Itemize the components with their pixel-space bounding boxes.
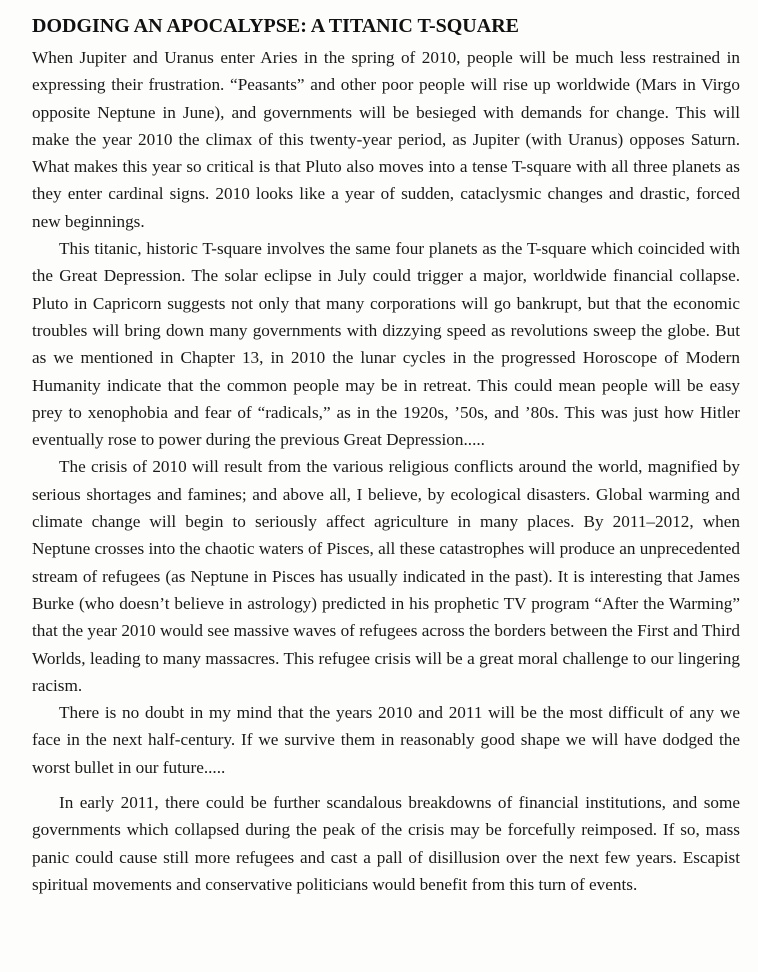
- paragraph-2: This titanic, historic T-square involves the same four planets as the T-square which coincided with the Great Depression. The solar eclipse in July could trigger a major, worldwide financial collapse. Pluto in Capricorn suggests not only that many corporations will go bankrupt, but that the economic troubles will bring down many governments with dizzying speed as revolutions sweep the globe. But as we mentioned in Chapter 13, in 2010 the lunar cycles in the progressed Horoscope of Modern Humanity indicate that the common people may be in retreat. This could mean people will be easy prey to xenophobia and fear of “radicals,” as in the 1920s, ’50s, and ’80s. This was just how Hitler eventually rose to power during the previous Great Depression.....: [32, 239, 740, 450]
- paragraph-4: There is no doubt in my mind that the years 2010 and 2011 will be the most difficult of any we face in the next half-century. If we survive them in reasonably good shape we will have dodged the worst bullet in our future.....: [32, 703, 740, 777]
- paragraph-3: The crisis of 2010 will result from the various religious conflicts around the world, magnified by serious shortages and famines; and above all, I believe, by ecological disasters. Global warming and climate change will begin to seriously affect agriculture in many places. By 2011–2012, when Neptune crosses into the chaotic waters of Pisces, all these catastrophes will produce an unprecedented stream of refugees (as Neptune in Pisces has usually indicated in the past). It is interesting that James Burke (who doesn’t believe in astrology) predicted in his prophetic TV program “After the Warming” that the year 2010 would see massive waves of refugees across the borders between the First and Third Worlds, leading to many massacres. This refugee crisis will be a great moral challenge to our lingering racism.: [32, 457, 740, 695]
- paragraph-1: When Jupiter and Uranus enter Aries in the spring of 2010, people will be much less restrained in expressing their frustration. “Peasants” and other poor people will rise up worldwide (Mars in Virgo opposite Neptune in June), and governments will be besieged with demands for change. This will make the year 2010 the climax of this twenty-year period, as Jupiter (with Uranus) opposes Saturn. What makes this year so critical is that Pluto also moves into a tense T-square with all three planets as they enter cardinal signs. 2010 looks like a year of sudden, cataclysmic changes and drastic, forced new beginnings.: [32, 48, 740, 231]
- paragraph-5: In early 2011, there could be further scandalous breakdowns of financial institutions, and some governments which collapsed during the peak of the crisis may be forcefully reimposed. If so, mass panic could cause still more refugees and cast a pall of disillusion over the next few years. Escapist spiritual movements and conservative politicians would benefit from this turn of events.: [32, 793, 740, 894]
- body-text: [32, 44, 740, 898]
- section-heading: DODGING AN APOCALYPSE: A TITANIC T-SQUARE: [32, 15, 519, 37]
